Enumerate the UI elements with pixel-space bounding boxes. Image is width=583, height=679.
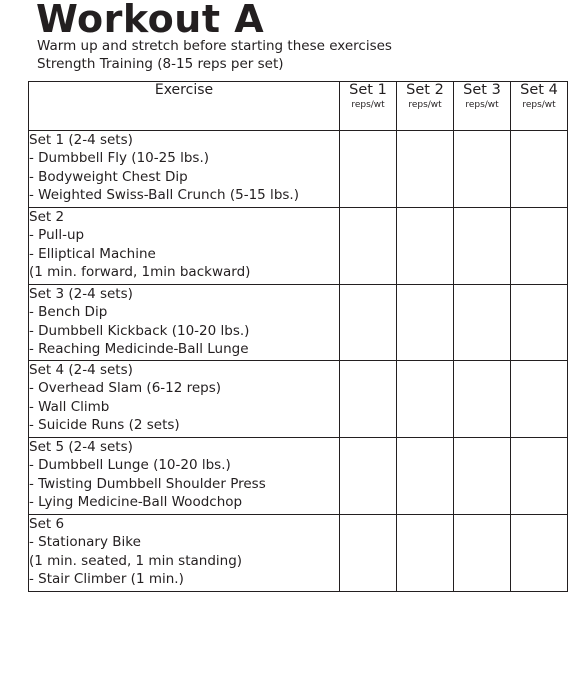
set-column-label: Set 4 [520, 82, 558, 98]
exercise-line: - Dumbbell Kickback (10-20 lbs.) [29, 322, 250, 339]
table-row [29, 285, 568, 361]
entry-cell-set-2[interactable] [397, 438, 454, 515]
exercise-cell [29, 131, 340, 208]
entry-cell-set-3[interactable] [454, 208, 511, 285]
set-4-column-header [511, 82, 568, 131]
exercise-line: - Reaching Medicinde-Ball Lunge [29, 341, 249, 358]
entry-cell-set-2[interactable] [397, 131, 454, 208]
set-column-sublabel: reps/wt [522, 100, 556, 110]
entry-cell-set-3[interactable] [454, 285, 511, 361]
exercise-line: Set 5 (2-4 sets) [29, 439, 133, 455]
exercise-line: - Stationary Bike [29, 534, 141, 551]
entry-cell-set-2[interactable] [397, 285, 454, 361]
entry-cell-set-4[interactable] [511, 131, 568, 208]
entry-cell-set-1[interactable] [340, 208, 397, 285]
entry-cell-set-2[interactable] [397, 208, 454, 285]
exercise-line: - Suicide Runs (2 sets) [29, 417, 180, 434]
exercise-cell [29, 208, 340, 285]
set-column-label: Set 3 [463, 82, 501, 98]
exercise-cell [29, 438, 340, 515]
entry-cell-set-4[interactable] [511, 208, 568, 285]
exercise-line: Set 6 [29, 516, 65, 532]
exercise-line: - Bodyweight Chest Dip [29, 168, 188, 185]
exercise-line: - Overhead Slam (6-12 reps) [29, 380, 222, 397]
exercise-line: - Stair Climber (1 min.) [29, 571, 184, 588]
exercise-line: - Wall Climb [29, 398, 110, 415]
set-column-label: Set 1 [349, 82, 387, 98]
set-column-sublabel: reps/wt [351, 100, 385, 110]
entry-cell-set-2[interactable] [397, 515, 454, 592]
exercise-line: - Dumbbell Fly (10-25 lbs.) [29, 150, 209, 167]
exercise-line: - Weighted Swiss-Ball Crunch (5-15 lbs.) [29, 187, 299, 204]
exercise-line: - Pull-up [29, 227, 85, 244]
subtitle-strength: Strength Training (8-15 reps per set) [37, 56, 284, 72]
exercise-cell [29, 515, 340, 592]
exercise-line: - Elliptical Machine [29, 245, 156, 262]
exercise-cell [29, 285, 340, 361]
exercise-line: (1 min. seated, 1 min standing) [29, 552, 243, 569]
entry-cell-set-1[interactable] [340, 131, 397, 208]
table-row [29, 361, 568, 438]
exercise-line: - Dumbbell Lunge (10-20 lbs.) [29, 457, 231, 474]
entry-cell-set-4[interactable] [511, 285, 568, 361]
exercise-line: - Lying Medicine-Ball Woodchop [29, 494, 243, 511]
exercise-line: Set 1 (2-4 sets) [29, 132, 133, 148]
table-row [29, 515, 568, 592]
set-column-sublabel: reps/wt [465, 100, 499, 110]
entry-cell-set-3[interactable] [454, 131, 511, 208]
set-column-sublabel: reps/wt [408, 100, 442, 110]
exercise-line: Set 2 [29, 209, 65, 225]
set-2-column-header [397, 82, 454, 131]
entry-cell-set-1[interactable] [340, 515, 397, 592]
entry-cell-set-1[interactable] [340, 438, 397, 515]
entry-cell-set-1[interactable] [340, 285, 397, 361]
header-row [29, 82, 568, 131]
entry-cell-set-1[interactable] [340, 361, 397, 438]
exercise-cell [29, 361, 340, 438]
entry-cell-set-4[interactable] [511, 515, 568, 592]
table-row [29, 131, 568, 208]
exercise-column-header: Exercise [29, 82, 340, 131]
table-row [29, 208, 568, 285]
page-title: Workout A [36, 0, 265, 41]
exercise-line: Set 4 (2-4 sets) [29, 362, 133, 378]
entry-cell-set-2[interactable] [397, 361, 454, 438]
set-1-column-header [340, 82, 397, 131]
entry-cell-set-3[interactable] [454, 515, 511, 592]
entry-cell-set-3[interactable] [454, 361, 511, 438]
entry-cell-set-4[interactable] [511, 361, 568, 438]
exercise-line: Set 3 (2-4 sets) [29, 286, 133, 302]
exercise-line: (1 min. forward, 1min backward) [29, 264, 251, 281]
exercise-line: - Twisting Dumbbell Shoulder Press [29, 475, 266, 492]
workout-log-table [28, 81, 568, 592]
set-3-column-header [454, 82, 511, 131]
subtitle-warmup: Warm up and stretch before starting these exercises [37, 38, 392, 54]
table-row [29, 438, 568, 515]
entry-cell-set-4[interactable] [511, 438, 568, 515]
exercise-line: - Bench Dip [29, 304, 108, 321]
set-column-label: Set 2 [406, 82, 444, 98]
entry-cell-set-3[interactable] [454, 438, 511, 515]
